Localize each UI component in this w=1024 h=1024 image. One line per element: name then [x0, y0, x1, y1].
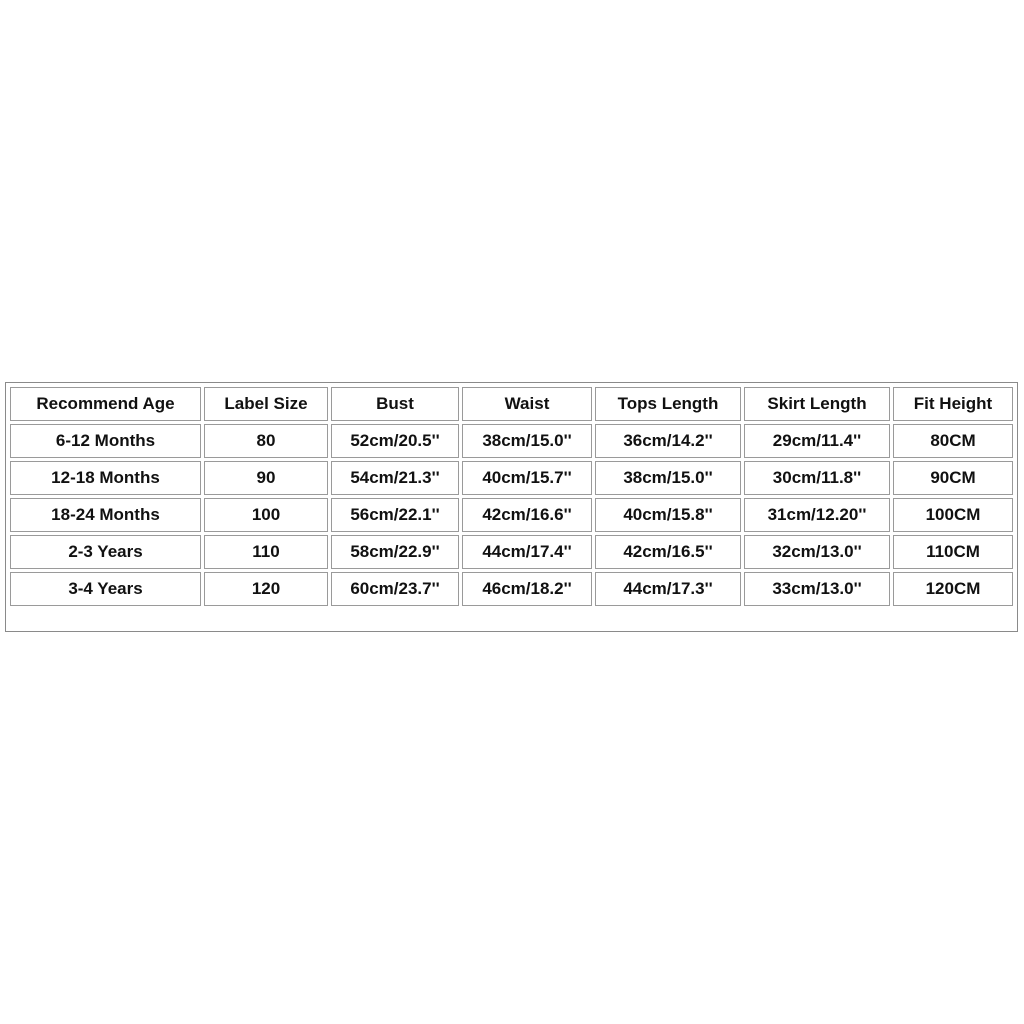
header-row	[10, 387, 1013, 421]
size-chart	[5, 382, 1018, 632]
cell-label-size: 90	[204, 461, 328, 495]
cell-label-size: 100	[204, 498, 328, 532]
cell-fit-height: 80CM	[893, 424, 1013, 458]
header-tops-length: Tops Length	[595, 387, 741, 421]
cell-tops-length: 42cm/16.5''	[595, 535, 741, 569]
cell-fit-height: 90CM	[893, 461, 1013, 495]
header-fit-height: Fit Height	[893, 387, 1013, 421]
cell-waist: 44cm/17.4''	[462, 535, 592, 569]
cell-skirt-length: 32cm/13.0''	[744, 535, 890, 569]
cell-skirt-length: 33cm/13.0''	[744, 572, 890, 606]
cell-recommend-age: 12-18 Months	[10, 461, 201, 495]
cell-label-size: 110	[204, 535, 328, 569]
cell-waist: 40cm/15.7''	[462, 461, 592, 495]
cell-fit-height: 110CM	[893, 535, 1013, 569]
cell-recommend-age: 3-4 Years	[10, 572, 201, 606]
cell-waist: 42cm/16.6''	[462, 498, 592, 532]
cell-recommend-age: 18-24 Months	[10, 498, 201, 532]
size-table	[7, 384, 1016, 609]
cell-tops-length: 38cm/15.0''	[595, 461, 741, 495]
cell-bust: 60cm/23.7''	[331, 572, 459, 606]
cell-skirt-length: 31cm/12.20''	[744, 498, 890, 532]
cell-label-size: 80	[204, 424, 328, 458]
cell-bust: 58cm/22.9''	[331, 535, 459, 569]
cell-waist: 46cm/18.2''	[462, 572, 592, 606]
cell-recommend-age: 2-3 Years	[10, 535, 201, 569]
table-row	[10, 572, 1013, 606]
cell-tops-length: 40cm/15.8''	[595, 498, 741, 532]
cell-bust: 56cm/22.1''	[331, 498, 459, 532]
table-row	[10, 461, 1013, 495]
table-row	[10, 535, 1013, 569]
cell-bust: 52cm/20.5''	[331, 424, 459, 458]
header-waist: Waist	[462, 387, 592, 421]
cell-bust: 54cm/21.3''	[331, 461, 459, 495]
table-row	[10, 424, 1013, 458]
table-row	[10, 498, 1013, 532]
cell-tops-length: 44cm/17.3''	[595, 572, 741, 606]
header-skirt-length: Skirt Length	[744, 387, 890, 421]
cell-skirt-length: 30cm/11.8''	[744, 461, 890, 495]
header-label-size: Label Size	[204, 387, 328, 421]
cell-skirt-length: 29cm/11.4''	[744, 424, 890, 458]
cell-waist: 38cm/15.0''	[462, 424, 592, 458]
header-recommend-age: Recommend Age	[10, 387, 201, 421]
cell-fit-height: 120CM	[893, 572, 1013, 606]
cell-label-size: 120	[204, 572, 328, 606]
cell-fit-height: 100CM	[893, 498, 1013, 532]
cell-tops-length: 36cm/14.2''	[595, 424, 741, 458]
cell-recommend-age: 6-12 Months	[10, 424, 201, 458]
header-bust: Bust	[331, 387, 459, 421]
